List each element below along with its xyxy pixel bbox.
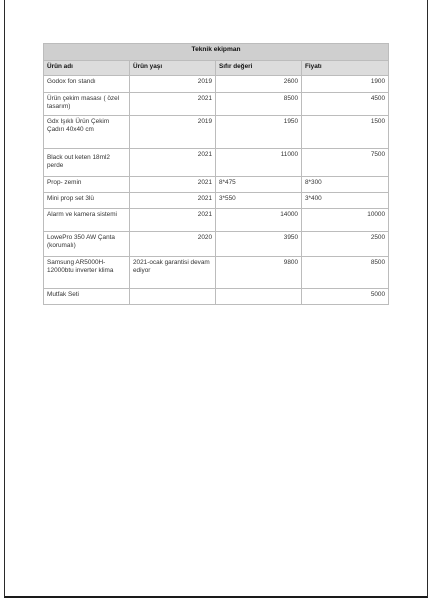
price-cell: 4500 — [302, 93, 389, 116]
product-age-cell — [130, 289, 216, 305]
product-name-cell: Mutfak Seti — [44, 289, 130, 305]
product-name-cell: Black out keten 18ml2 perde — [44, 149, 130, 177]
price-cell: 3*400 — [302, 193, 389, 209]
new-value-cell: 2600 — [216, 76, 302, 93]
table-row — [44, 193, 389, 209]
column-header-price: Fiyatı — [302, 61, 389, 76]
product-name-cell: Prop- zemin — [44, 177, 130, 193]
table-title-row — [44, 44, 389, 61]
table-row — [44, 93, 389, 116]
table-row — [44, 76, 389, 93]
product-name-cell: LowePro 350 AW Çanta (korumalı) — [44, 232, 130, 257]
price-cell: 1900 — [302, 76, 389, 93]
table-title: Teknik ekipman — [44, 44, 389, 61]
product-name-cell: Alarm ve kamera sistemi — [44, 209, 130, 232]
new-value-cell: 9800 — [216, 257, 302, 289]
equipment-table — [43, 43, 389, 305]
product-age-cell: 2020 — [130, 232, 216, 257]
product-name-cell: Godox fon standı — [44, 76, 130, 93]
price-cell: 1500 — [302, 116, 389, 149]
new-value-cell: 14000 — [216, 209, 302, 232]
table-row — [44, 257, 389, 289]
new-value-cell: 1950 — [216, 116, 302, 149]
product-age-cell: 2019 — [130, 116, 216, 149]
new-value-cell — [216, 289, 302, 305]
column-header-product-name: Ürün adı — [44, 61, 130, 76]
product-age-cell: 2021 — [130, 177, 216, 193]
price-cell: 7500 — [302, 149, 389, 177]
product-age-cell: 2021 — [130, 209, 216, 232]
product-age-cell: 2021 — [130, 149, 216, 177]
price-cell: 8*300 — [302, 177, 389, 193]
table-row — [44, 116, 389, 149]
price-cell: 10000 — [302, 209, 389, 232]
price-cell: 2500 — [302, 232, 389, 257]
column-header-product-age: Ürün yaşı — [130, 61, 216, 76]
product-name-cell: Samsung AR5000H-12000btu inverter klima — [44, 257, 130, 289]
table-row — [44, 177, 389, 193]
product-name-cell: Mini prop set 3lü — [44, 193, 130, 209]
table-row — [44, 209, 389, 232]
new-value-cell: 11000 — [216, 149, 302, 177]
product-name-cell: Gdx Işıklı Ürün Çekim Çadırı 40x40 cm — [44, 116, 130, 149]
new-value-cell: 3*550 — [216, 193, 302, 209]
price-cell: 5000 — [302, 289, 389, 305]
product-age-cell: 2021 — [130, 193, 216, 209]
table-row — [44, 232, 389, 257]
product-name-cell: Ürün çekim masası ( özel tasarım) — [44, 93, 130, 116]
product-age-cell: 2019 — [130, 76, 216, 93]
product-age-cell: 2021-ocak garantisi devam ediyor — [130, 257, 216, 289]
new-value-cell: 8500 — [216, 93, 302, 116]
table-header-row — [44, 61, 389, 76]
new-value-cell: 3950 — [216, 232, 302, 257]
new-value-cell: 8*475 — [216, 177, 302, 193]
column-header-new-value: Sıfır değeri — [216, 61, 302, 76]
table-row — [44, 149, 389, 177]
table-row — [44, 289, 389, 305]
price-cell: 8500 — [302, 257, 389, 289]
product-age-cell: 2021 — [130, 93, 216, 116]
